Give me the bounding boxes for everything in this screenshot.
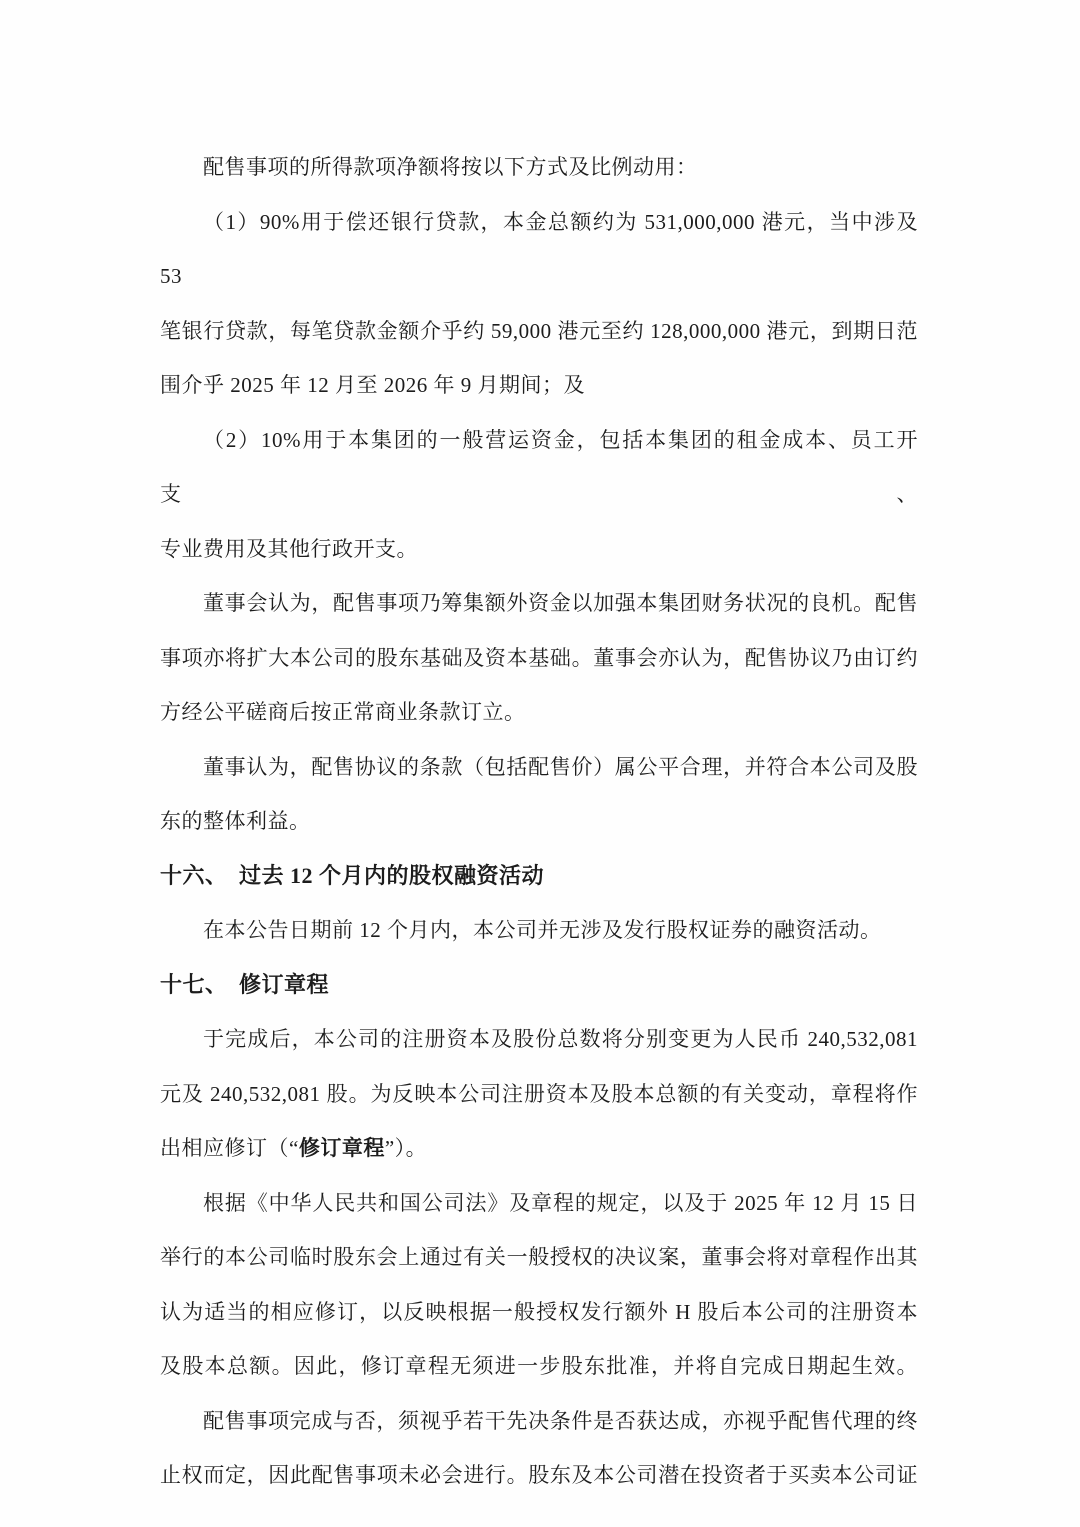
doc-line-directors-view-1: 董事认为，配售协议的条款（包括配售价）属公平合理，并符合本公司及股	[203, 754, 918, 779]
doc-line-directors-view-2: 东的整体利益。	[160, 809, 311, 833]
doc-line-company-law-2: 举行的本公司临时股东会上通过有关一般授权的决议案，董事会将对章程作出其	[160, 1245, 918, 1269]
doc-line-item2-1: （2）10%用于本集团的一般营运资金，包括本集团的租金成本、员工开支、	[160, 427, 918, 506]
document-text-block	[160, 140, 918, 1503]
section-heading-17: 十七、 修订章程	[160, 971, 330, 997]
doc-line-use-of-proceeds-intro: 配售事项的所得款项净额将按以下方式及比例动用：	[203, 155, 698, 179]
doc-line-prefix: 出相应修订（“	[160, 1136, 299, 1160]
doc-line-capital-change-1: 于完成后，本公司的注册资本及股份总数将分别变更为人民币 240,532,081	[203, 1027, 918, 1051]
doc-line-suffix: ”）。	[384, 1136, 428, 1160]
doc-line-item1-3: 围介乎 2025 年 12 月至 2026 年 9 月期间；及	[160, 373, 585, 397]
doc-line-board-view-2: 事项亦将扩大本公司的股东基础及资本基础。董事会亦认为，配售协议乃由订约	[160, 645, 918, 670]
doc-line-item1-2: 笔银行贷款，每笔贷款金额介乎约 59,000 港元至约 128,000,000 港元，到期日范	[160, 318, 918, 343]
doc-line-company-law-3: 认为适当的相应修订，以反映根据一般授权发行额外 H 股后本公司的注册资本	[160, 1299, 918, 1324]
doc-line-capital-change-3	[160, 1121, 918, 1176]
doc-line-completion-warning-1: 配售事项完成与否，须视乎若干先决条件是否获达成，亦视乎配售代理的终	[203, 1408, 918, 1433]
doc-line-company-law-1: 根据《中华人民共和国公司法》及章程的规定，以及于 2025 年 12 月 15 日	[203, 1190, 918, 1215]
doc-line-company-law-4: 及股本总额。因此，修订章程无须进一步股东批准，并将自完成日期起生效。	[160, 1354, 918, 1378]
doc-line-item2-2: 专业费用及其他行政开支。	[160, 536, 418, 561]
doc-line-board-view-3: 方经公平磋商后按正常商业条款订立。	[160, 700, 526, 724]
doc-line-capital-change-2: 元及 240,532,081 股。为反映本公司注册资本及股本总额的有关变动，章程将作	[160, 1081, 918, 1106]
defined-term-amended-articles: 修订章程	[298, 1136, 385, 1160]
doc-line-no-fundraising: 在本公告日期前 12 个月内，本公司并无涉及发行股权证券的融资活动。	[203, 918, 882, 942]
section-heading-16: 十六、 过去 12 个月内的股权融资活动	[160, 862, 545, 888]
doc-line-board-view-1: 董事会认为，配售事项乃筹集额外资金以加强本集团财务状况的良机。配售	[203, 591, 918, 615]
doc-line-item1-1: （1）90%用于偿还银行贷款，本金总额约为 531,000,000 港元，当中涉及 53	[160, 209, 918, 288]
doc-line-completion-warning-2: 止权而定，因此配售事项未必会进行。股东及本公司潜在投资者于买卖本公司证	[160, 1463, 918, 1487]
